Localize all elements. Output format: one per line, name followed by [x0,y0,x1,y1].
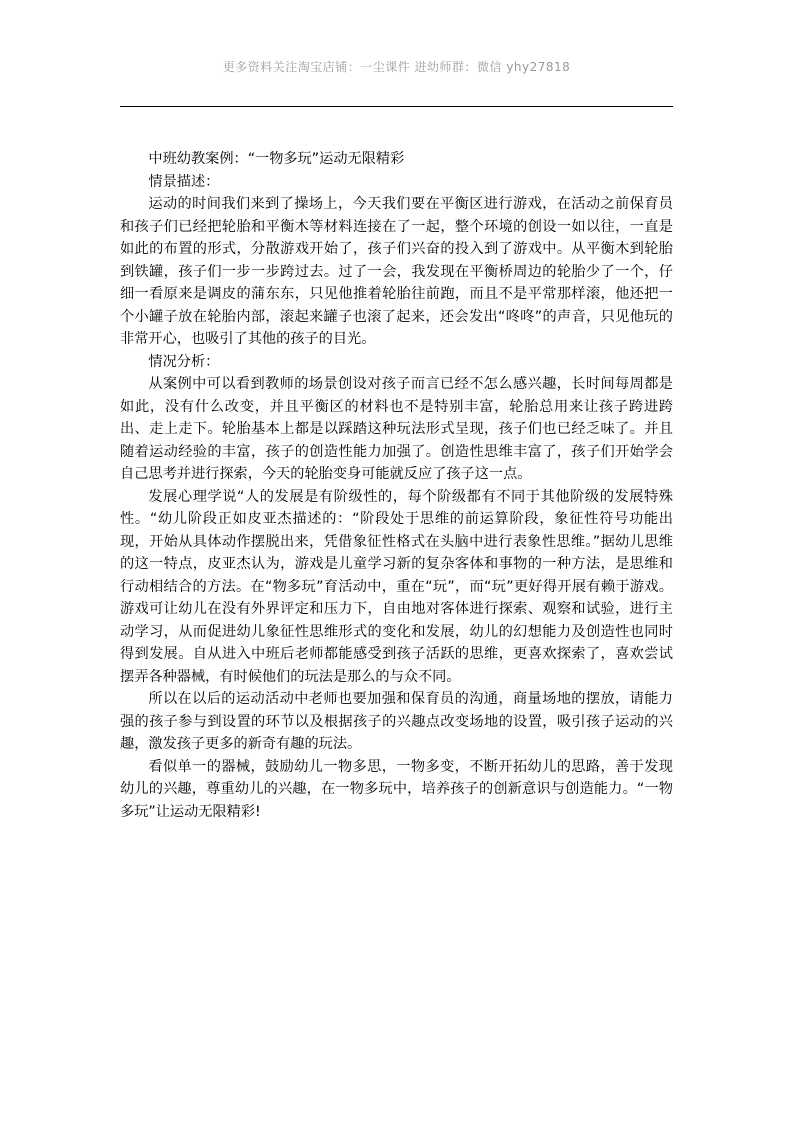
analysis-paragraph: 从案例中可以看到教师的场景创设对孩子而言已经不怎么感兴趣，长时间每周都是如此，没有什么改变，并且平衡区的材料也不是特别丰富，轮胎总用来让孩子跨进跨出、走上走下。轮胎基本上都是以踩踏这种玩法形式呈现，孩子们也已经乏味了。并且随着运动经验的丰富，孩子的创造性能力加强了。创造性思维丰富了，孩子们开始学会自己思考并进行探索，今天的轮胎变身可能就反应了孩子这一点。 [120,376,673,482]
header-divider [120,106,673,107]
page-header: 更多资料关注淘宝店铺：一尘课件 进幼师群：微信 yhy27818 [222,60,571,74]
analysis-paragraph: 发展心理学说“人的发展是有阶级性的，每个阶级都有不同于其他阶级的发展特殊性。“幼儿阶段正如皮亚杰描述的：“阶段处于思维的前运算阶段，象征性符号功能出现，开始从具体动作摆脱出来，凭借象征性格式在头脑中进行表象性思维。”据幼儿思维的这一特点，皮亚杰认为，游戏是儿童学习新的复杂客体和事物的一种方法，是思维和行动相结合的方法。在“物多玩”育活动中，重在“玩”，而“玩”更好得开展有赖于游戏。游戏可让幼儿在没有外界评定和压力下，自由地对客体进行探索、观察和试验，进行主动学习，从而促进幼儿象征性思维形式的变化和发展，幼儿的幻想能力及创造性也同时得到发展。自从进入中班后老师都能感受到孩子活跃的思维，更喜欢探索了，喜欢尝试摆弄各种器械，有时候他们的玩法是那么的与众不同。 [120,488,673,685]
document-title: 中班幼教案例：“一物多玩”运动无限精彩 [148,151,405,167]
analysis-paragraph: 所以在以后的运动活动中老师也要加强和保育员的沟通，商量场地的摆放，请能力强的孩子参与到设置的环节以及根据孩子的兴趣点改变场地的设置，吸引孩子运动的兴趣，激发孩子更多的新奇有趣的玩法。 [120,691,673,752]
scene-paragraph: 运动的时间我们来到了操场上，今天我们要在平衡区进行游戏，在活动之前保育员和孩子们已经把轮胎和平衡木等材料连接在了一起，整个环境的创设一如以往，一直是如此的布置的形式，分散游戏开始了，孩子们兴奋的投入到了游戏中。从平衡木到轮胎到铁罐，孩子们一步一步跨过去。过了一会，我发现在平衡桥周边的轮胎少了一个，仔细一看原来是调皮的蒲东东，只见他推着轮胎往前跑，而且不是平常那样滚，他还把一个小罐子放在轮胎内部，滚起来罐子也滚了起来，还会发出“咚咚”的声音，只见他玩的非常开心，也吸引了其他的孩子的目光。 [120,196,673,347]
document-body [120,148,673,823]
section-scene-label: 情景描述： [148,173,220,190]
section-analysis-label: 情况分析： [148,353,220,370]
conclusion-paragraph: 看似单一的器械，鼓励幼儿一物多思，一物多变，不断开拓幼儿的思路，善于发现幼儿的兴趣，尊重幼儿的兴趣，在一物多玩中，培养孩子的创新意识与创造能力。“一物多玩”让运动无限精彩! [120,758,673,820]
